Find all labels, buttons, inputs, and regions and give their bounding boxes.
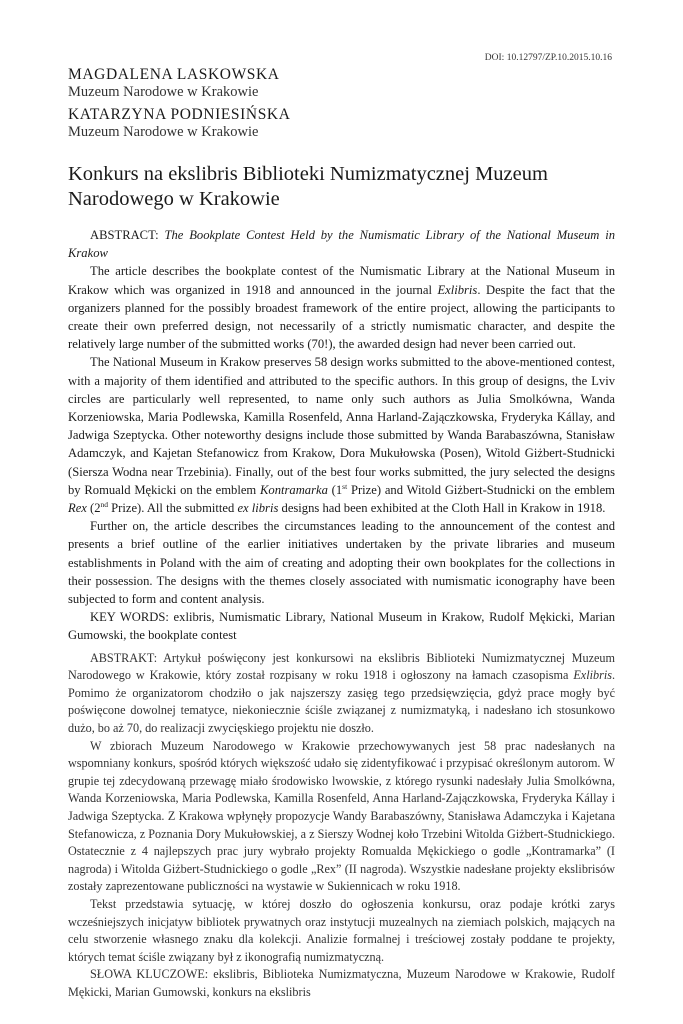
abstract-english-title: The Bookplate Contest Held by the Numismatic Library of the National Museum in Krakow [68, 228, 615, 261]
author-name: MAGDALENA LASKOWSKA [68, 66, 280, 83]
emblem-name: Rex [68, 501, 87, 516]
ex-libris-term: ex libris [237, 501, 279, 516]
abstract-paragraph: Further on, the article describes the circumstances leading to the announcement of the contest and presents a brief outline of the earlier initiatives undertaken by the private libraries and museum establishments in Poland with the aim of creating and adopting their own bookplates for the collections in their possession. The designs with the themes closely associated with numismatic iconography have been subjected to form and content analysis. [68, 519, 615, 607]
abstract-paragraph: W zbiorach Muzeum Narodowego w Krakowie przechowywanych jest 58 prac nadesłanych na wspomniany konkurs, spośród których większość udało się zidentyfikować i przypisać określonym autorom. W grupie tej zdecydowaną przewagę miało środowisko lwowskie, z którego rysunki nadesłały Julia Smolkówna, Wanda Korzeniowska, Maria Podlewska, Kamilla Rosenfeld, Anna Harland-Zajączkowska, Fryderyka Kállay i Jadwiga Szeptycka. Z Krakowa wpłynęły propozycje Wandy Barabaszówny, Stanisława Adamczyka i Kajetana Stefanowicza, z Poznania Dory Mukułowskiej, a z Sierszy Wodnej koło Trzebini Witolda Giżbert-Studnickiego. Ostatecznie z 4 najlepszych prac jury wybrało projekty Romualda Mękickiego o godle „Kontramarka” (I nagroda) i Witolda Giżbert-Studnickiego o godle „Rex” (II nagroda). Wszystkie nadesłane projekty ekslibrisów zostały zaprezentowane publiczności na wystawie w Sukiennicach w roku 1918. [68, 738, 615, 894]
abstract-english [68, 226, 615, 645]
author-name: KATARZYNA PODNIESIŃSKA [68, 106, 291, 123]
article-body [68, 226, 615, 1002]
abstract-polish [68, 650, 615, 1002]
abstract-paragraph: The National Museum in Krakow preserves 58 design works submitted to the above-mentioned contest, with a majority of them identified and attributed to the specific authors. In this group of designs, the Lviv circles are particularly well represented, to name only such authors as Julia Smolkówna, Wanda Korzeniowska, Maria Podlewska, Kamilla Rosenfeld, Anna Harland-Zajączkowska, Fryderyka Kállay, and Jadwiga Szeptycka. Other noteworthy designs include those submitted by Wanda Barabaszówna, Stanisław Adamczyk, and Kajetan Stefanowicz from Krakow, Dora Mukułowska (Posen), Witold Giżbert-Studnicki (Siersza Wodna near Trzebinia). Finally, out of the best four works submitted, the jury selected the designs by Romuald Mękicki on the emblem Kontramarka (1st Prize) and Witold Giżbert-Studnicki on the emblem Rex (2nd Prize). All the submitted ex libris designs had been exhibited at the Cloth Hall in Krakow in 1918. [68, 355, 615, 516]
author-2 [68, 106, 291, 141]
author-1 [68, 66, 291, 101]
author-list [68, 66, 291, 141]
doi: DOI: 10.12797/ZP.10.2015.10.16 [484, 53, 612, 63]
keywords-polish: SŁOWA KLUCZOWE: ekslibris, Biblioteka Numizmatyczna, Muzeum Narodowe w Krakowie, Rudolf Mękicki, Marian Gumowski, konkurs na ekslibris [68, 967, 615, 999]
journal-title: Exlibris [573, 668, 612, 683]
abstract-paragraph: Tekst przedstawia sytuację, w której doszło do ogłoszenia konkursu, oraz podaje krótki zarys wcześniejszych inicjatyw bibliotek prywatnych oraz instytucji muzealnych na ziemiach polskich, mających na celu stworzenie własnego znaku dla kolekcji. Analizie formalnej i treściowej zostały poddane te projekty, których temat ściśle związany był z ikonografią numizmatyczną. [68, 896, 615, 964]
keywords-english: KEY WORDS: exlibris, Numismatic Library, National Museum in Krakow, Rudolf Mękicki, Marian Gumowski, the bookplate contest [68, 610, 615, 643]
abstract-paragraph: ABSTRAKT: Artykuł poświęcony jest konkursowi na ekslibris Biblioteki Numizmatycznej Muzeum Narodowego w Krakowie, który został rozpisany w roku 1918 i ogłoszony na łamach czasopisma Exlibris. Pomimo że organizatorom chodziło o jak najszerszy zasięg tego przedsięwzięcia, gdyż prace mogły być poświęcone dowolnej tematyce, niekoniecznie ściśle związanej z numizmatyką, i nadesłano ich stosunkowo dużo, bo aż 70, do realizacji zwycięskiego projektu nie doszło. [68, 650, 615, 736]
journal-title: Exlibris [437, 282, 478, 297]
author-institution: Muzeum Narodowe w Krakowie [68, 124, 259, 140]
abstract-label: ABSTRACT: [90, 228, 165, 242]
emblem-name: Kontramarka [260, 482, 328, 497]
author-institution: Muzeum Narodowe w Krakowie [68, 84, 259, 100]
abstract-paragraph: The article describes the bookplate contest of the Numismatic Library at the National Museum in Krakow which was organized in 1918 and announced in the journal Exlibris. Despite the fact that the organizers planned for the possibly broadest framework of the entire project, allowing the participants to create their own preferred design, not necessarily of a strictly numismatic character, and despite the relatively large number of the submitted works (70!), the awarded design had never been carried out. [68, 264, 615, 352]
abstract-heading [68, 226, 615, 262]
article-title: Konkurs na ekslibris Biblioteki Numizmatycznej Muzeum Narodowego w Krakowie [68, 163, 548, 210]
